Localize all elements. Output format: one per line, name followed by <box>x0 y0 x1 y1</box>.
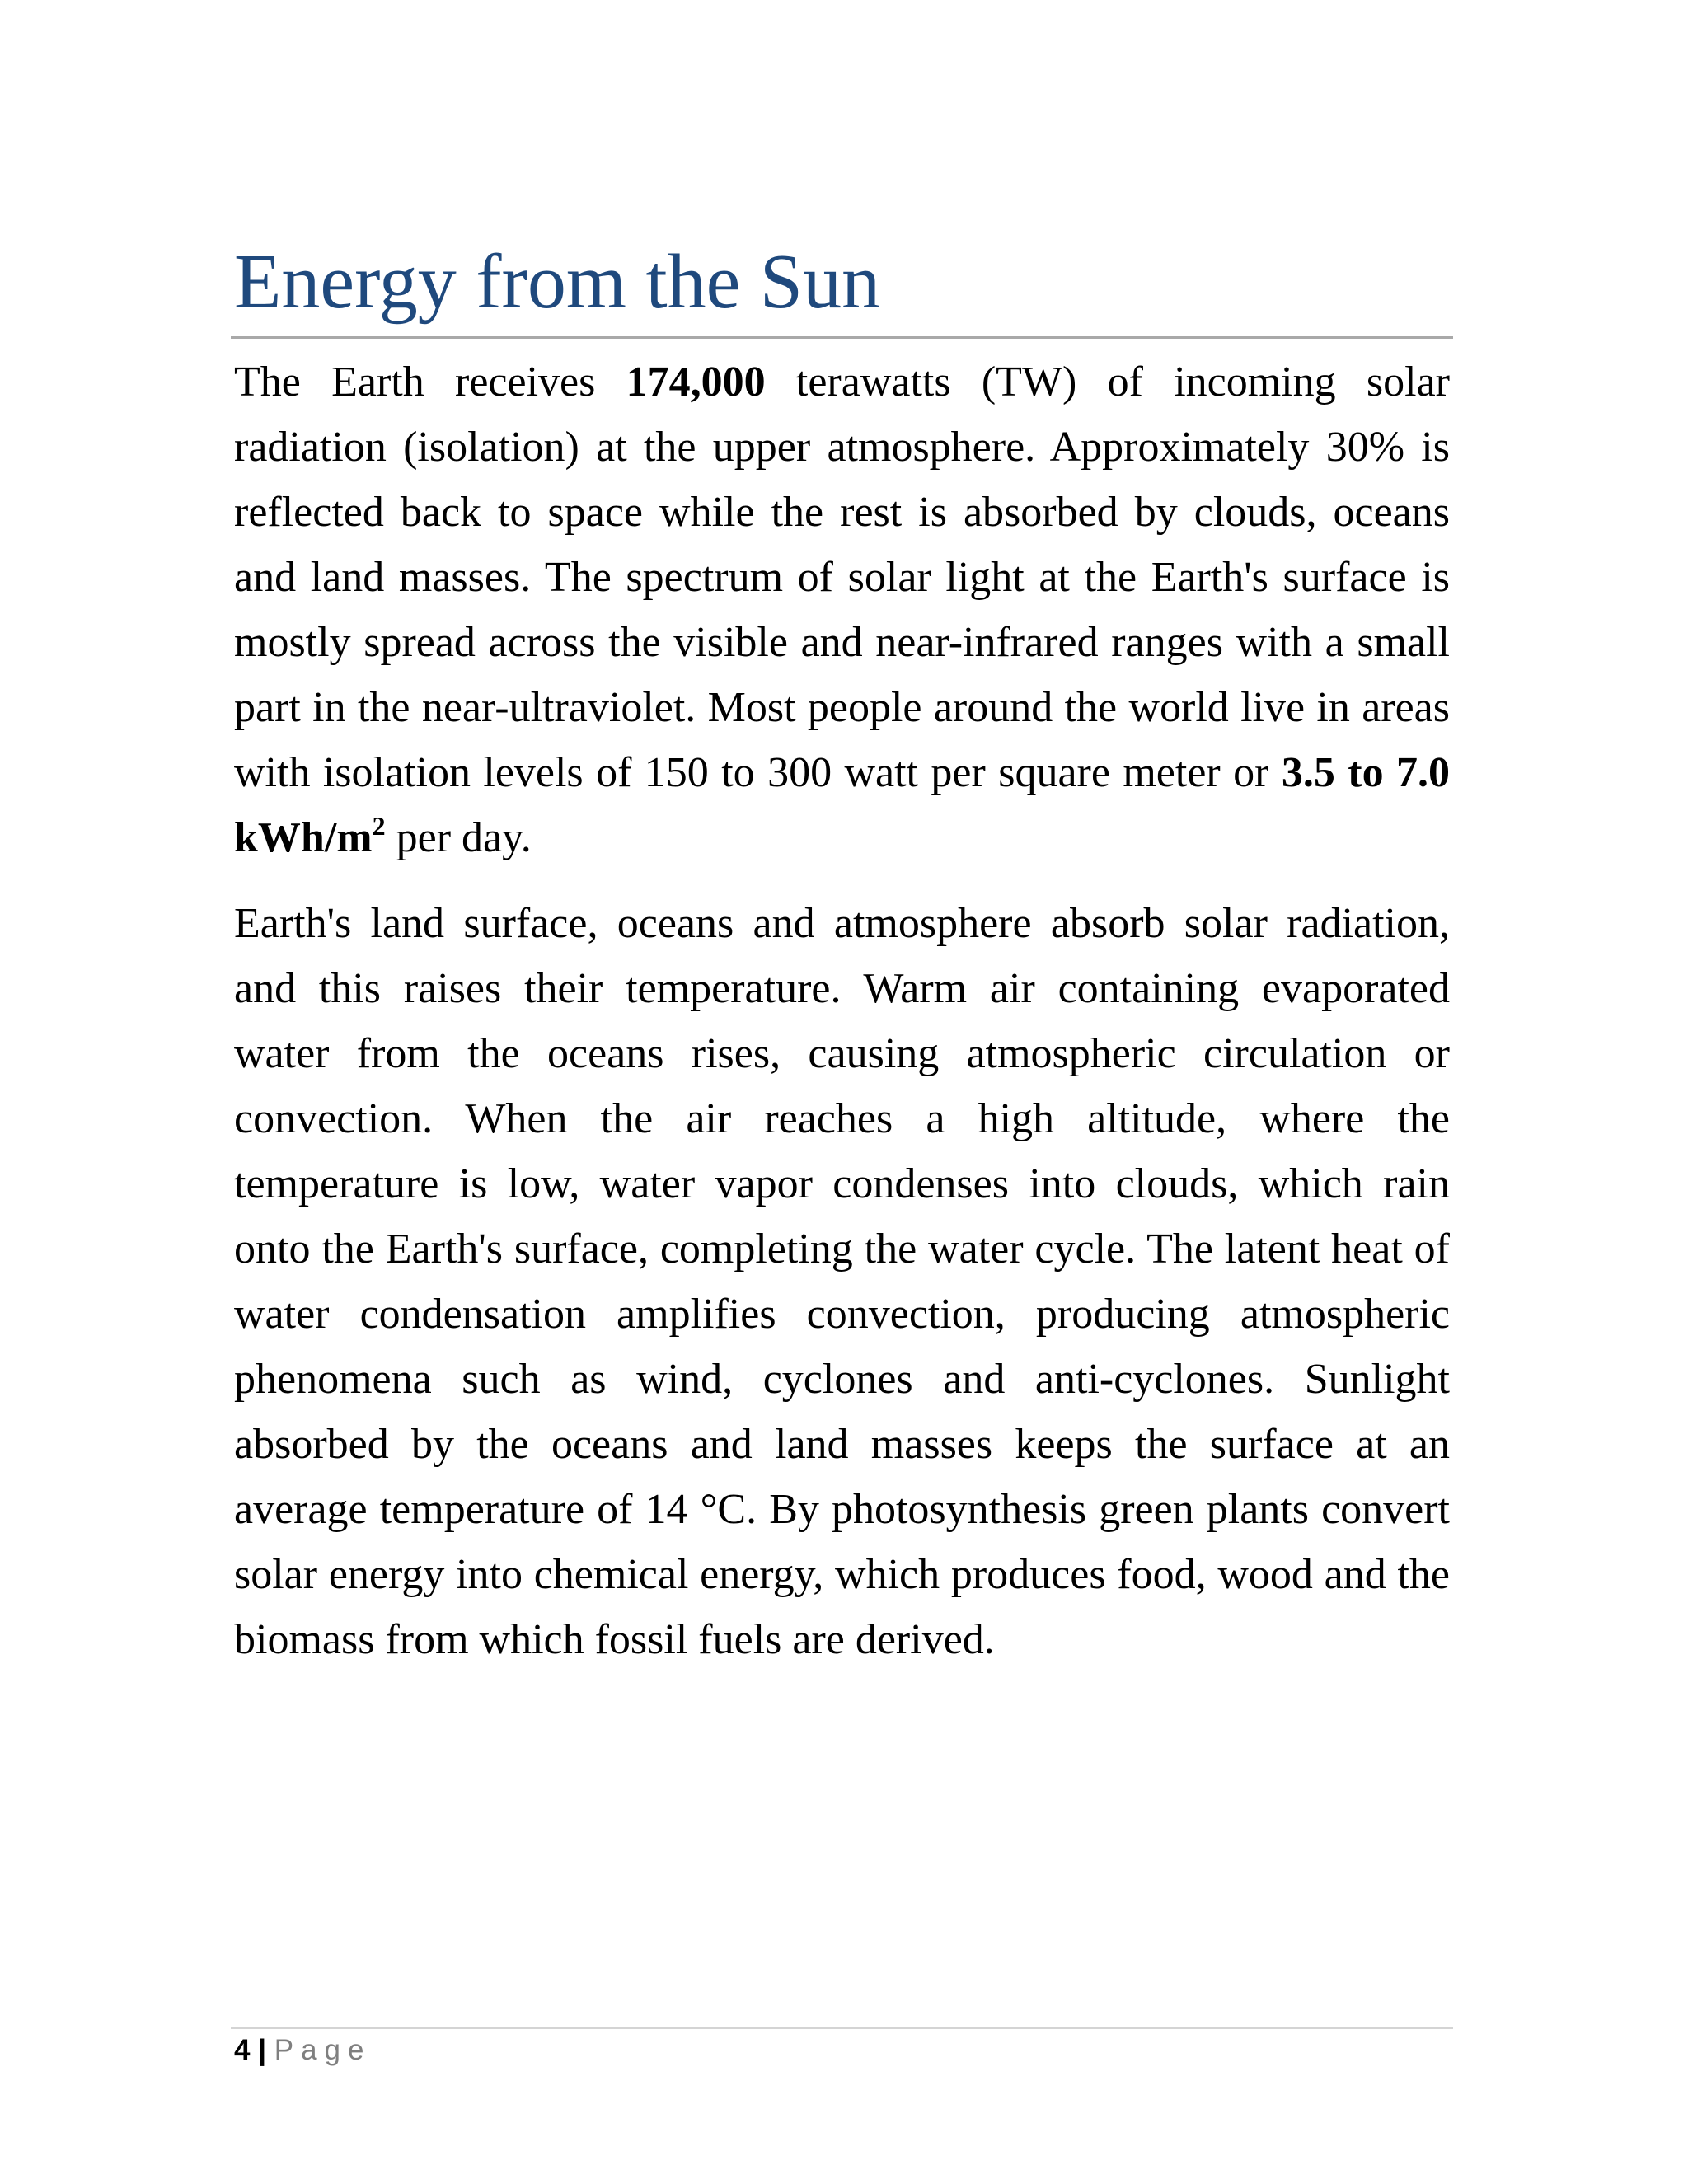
page-footer <box>234 2029 371 2072</box>
paragraph-1-bold-range-text: 3.5 to 7.0 kWh/m <box>234 749 1450 861</box>
paragraph-1-text-a: The Earth receives <box>234 359 626 405</box>
page-title: Energy from the Sun <box>234 239 881 325</box>
footer-separator: | <box>258 2034 266 2066</box>
page-number: 4 <box>234 2034 251 2066</box>
paragraph-1-text-b: terawatts (TW) of incoming solar radiation (isolation) at the upper atmosphere. Approximately 30% is reflected back to space while the rest is absorbed by clouds, oceans and land masses. The spectrum of solar light at the Earth's surface is mostly spread across the visible and near-infrared ranges with a small part in the near-ultraviolet. Most people around the world live in areas with isolation levels of 150 to 300 watt per square meter or <box>234 359 1450 796</box>
title-underline <box>231 336 1453 339</box>
paragraph-1-text-c: per day. <box>385 814 532 861</box>
paragraph-1 <box>234 349 1450 870</box>
page-label: Page <box>274 2034 372 2066</box>
footer-divider <box>231 2027 1453 2029</box>
paragraph-2: Earth's land surface, oceans and atmosphere absorb solar radiation, and this raises their temperature. Warm air containing evaporated water from the oceans rises, causing atmospheric circulation or convection. When the air reaches a high altitude, where the temperature is low, water vapor condenses into clouds, which rain onto the Earth's surface, completing the water cycle. The latent heat of water condensation amplifies convection, producing atmospheric phenomena such as wind, cyclones and anti-cyclones. Sunlight absorbed by the oceans and land masses keeps the surface at an average temperature of 14 °C. By photosynthesis green plants convert solar energy into chemical energy, which produces food, wood and the biomass from which fossil fuels are derived. <box>234 900 1450 1663</box>
paragraph-1-bold-terawatts: 174,000 <box>626 359 766 405</box>
superscript-two: 2 <box>372 811 386 841</box>
